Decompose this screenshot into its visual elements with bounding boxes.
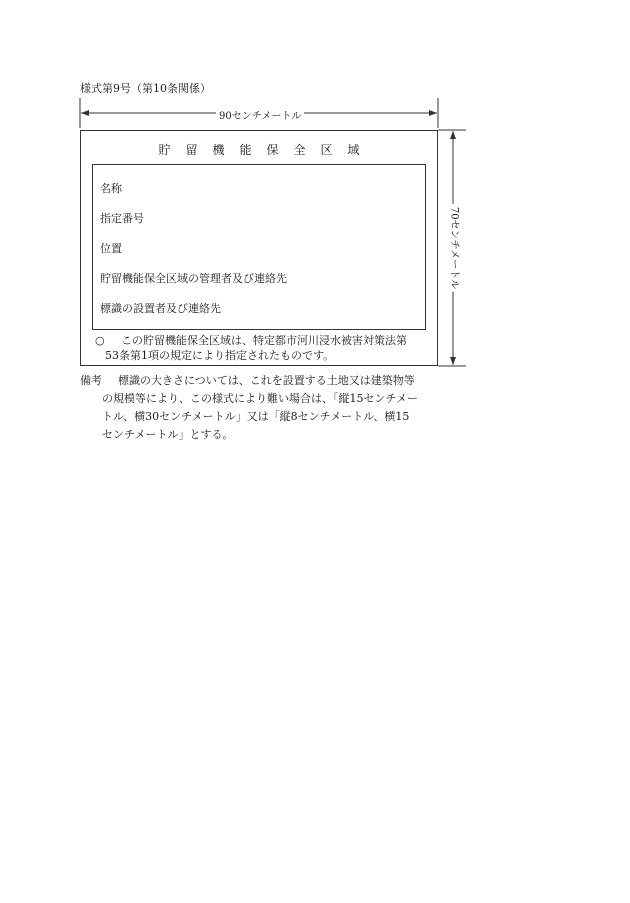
sign-note [95,333,425,363]
sign-fields-box [92,164,426,330]
field-name-label: 名称 [100,182,122,195]
remarks-section [80,372,442,444]
field-manager-label: 貯留機能保全区域の管理者及び連絡先 [100,272,287,285]
note-circle-icon: ○ [95,334,105,347]
width-dimension-label: 90センチメートル [216,107,304,122]
remarks-line-1: 標識の大きさについては、これを設置する土地又は建築物等 [118,374,415,387]
sign-board [80,130,438,366]
height-dimension-label: 70センチメートル [449,204,464,292]
field-location-label: 位置 [100,242,122,255]
remarks-label: 備考 [80,374,102,387]
remarks-line-3: トル、横30センチメートル」又は「縦8センチメートル、横15 [102,410,410,423]
remarks-line-4: センチメートル」とする。 [102,428,234,441]
note-line-2: 53条第1項の規定により指定されたものです。 [105,349,335,362]
remarks-line-2: の規模等により、この様式により難い場合は、「縦15センチメー [102,392,419,405]
sign-title: 貯留機能保全区域 [158,143,375,157]
field-number-label: 指定番号 [100,212,144,225]
field-installer-label: 標識の設置者及び連絡先 [100,302,221,315]
note-line-1: この貯留機能保全区域は、特定都市河川浸水被害対策法第 [121,334,407,347]
form-heading: 様式第9号（第10条関係） [80,82,211,95]
